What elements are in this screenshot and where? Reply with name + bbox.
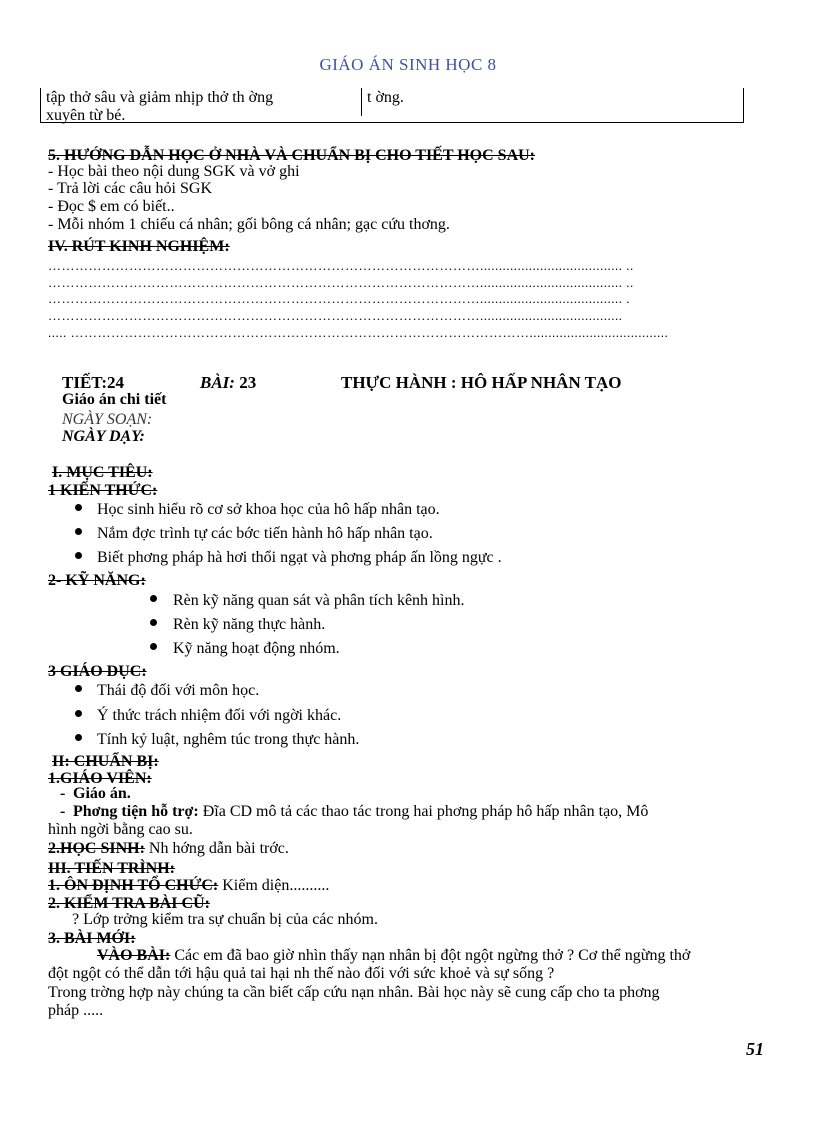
bullet-icon	[150, 595, 157, 602]
tiet-label: TIẾT:24	[62, 373, 125, 392]
ky-nang-heading: 2- KỸ NĂNG:	[48, 572, 146, 589]
vao-bai-line2: đột ngột có thể dẫn tới hậu quả tai hại nh thế nào đối với sức khoẻ và sự sống ?	[48, 965, 555, 982]
bullet-icon	[75, 685, 82, 692]
bai-number: 23	[234, 373, 257, 392]
kien-thuc-item-3: Biết phơng pháp hà hơi thổi ngạt và phơng pháp ấn lồng ngực .	[97, 549, 502, 566]
section5-item-2: - Trả lời các câu hỏi SGK	[48, 180, 212, 197]
bai-moi-heading: 3. BÀI MỚI:	[48, 930, 136, 947]
giao-an: Giáo án.	[73, 785, 131, 802]
giao-vien-heading: 1.GIÁO VIÊN:	[48, 770, 152, 787]
vao-bai-line3: Trong trờng hợp này chúng ta cần biết cấp cứu nạn nhân. Bài học này sẽ cung cấp cho ta phơng	[48, 984, 660, 1001]
section5-item-4: - Mỗi nhóm 1 chiếu cá nhân; gối bông cá nhân; gạc cứu thơng.	[48, 216, 450, 233]
section5-item-3: - Đọc $ em có biết..	[48, 198, 175, 215]
hoc-sinh-label: 2.HỌC SINH:	[48, 840, 145, 857]
kien-thuc-item-1: Học sinh hiểu rõ cơ sở khoa học của hô hấp nhân tạo.	[97, 501, 440, 518]
table-right-text: t ờng.	[367, 89, 404, 106]
table-left-line2: xuyên từ bé.	[46, 107, 126, 124]
hoc-sinh-line	[48, 840, 289, 858]
kiem-tra-text: ? Lớp trởng kiểm tra sự chuẩn bị của các nhóm.	[72, 911, 378, 928]
bullet-icon	[150, 643, 157, 650]
vao-bai-label: VÀO BÀI:	[97, 947, 171, 964]
table-left-line1: tập thở sâu và giảm nhịp thở th ờng	[46, 89, 274, 106]
phuong-tien-dash: -	[60, 803, 66, 820]
giao-an-dash: -	[60, 785, 66, 802]
on-dinh-line	[48, 877, 329, 895]
ky-nang-item-2: Rèn kỹ năng thực hành.	[173, 616, 326, 633]
tien-trinh-heading: III. TIẾN TRÌNH:	[48, 860, 176, 877]
dotted-line-1: ……………………………………………………………………………………...................................... ..	[48, 258, 634, 273]
giao-duc-item-3: Tính kỷ luật, nghêm túc trong thực hành.	[97, 731, 360, 748]
ngay-soan: NGÀY SOẠN:	[62, 411, 153, 428]
page-header-title: GIÁO ÁN SINH HỌC 8	[319, 55, 497, 74]
muc-tieu-heading: I. MỤC TIÊU:	[52, 464, 153, 481]
bullet-icon	[75, 504, 82, 511]
phuong-tien-label: Phơng tiện hỗ trợ:	[73, 803, 199, 820]
lesson-subtitle: Giáo án chi tiết	[62, 391, 167, 408]
bullet-icon	[75, 552, 82, 559]
section5-heading: 5. HƯỚNG DẪN HỌC Ở NHÀ VÀ CHUẨN BỊ CHO TIẾT HỌC SAU:	[48, 147, 536, 164]
bullet-icon	[150, 619, 157, 626]
section4-heading: IV. RÚT KINH NGHIỆM:	[48, 238, 230, 255]
bai-label	[200, 374, 256, 393]
giao-duc-item-2: Ý thức trách nhiệm đối với ngời khác.	[97, 707, 342, 724]
phuong-tien-text: Đĩa CD mô tả các thao tác trong hai phơng pháp hô hấp nhân tạo, Mô	[198, 803, 649, 820]
kiem-tra-heading: 2. KIỂM TRA BÀI CŨ:	[48, 895, 210, 912]
bullet-icon	[75, 734, 82, 741]
giao-duc-heading: 3 GIÁO DỤC:	[48, 663, 147, 680]
ngay-day: NGÀY DẠY:	[62, 428, 145, 445]
bai-label-text: BÀI:	[200, 373, 235, 392]
kien-thuc-heading: 1 KIẾN THỨC:	[48, 482, 158, 499]
page-number: 51	[746, 1039, 764, 1059]
table-divider	[361, 88, 362, 116]
dotted-line-3: ……………………………………………………………………………………...................................... .	[48, 291, 630, 306]
phuong-tien-line1	[73, 803, 648, 821]
vao-bai-line4: pháp .....	[48, 1002, 104, 1019]
on-dinh-text: Kiểm diện..........	[218, 877, 330, 894]
chuan-bi-heading: II: CHUẨN BỊ:	[52, 753, 159, 770]
hoc-sinh-text: Nh hớng dẫn bài trớc.	[144, 840, 289, 857]
dotted-line-2: ……………………………………………………………………………………...................................... ..	[48, 275, 634, 290]
kien-thuc-item-2: Nắm đợc trình tự các bớc tiến hành hô hấp nhân tạo.	[97, 525, 433, 542]
vao-bai-line1	[97, 947, 690, 965]
dotted-line-4: ……………………………………………………………………………………......................................	[48, 308, 623, 323]
bullet-icon	[75, 710, 82, 717]
lesson-title: THỰC HÀNH : HÔ HẤP NHÂN TẠO	[341, 373, 622, 392]
dotted-line-5: ..... ………………………………………………………………………………………….....................................	[48, 325, 669, 340]
vao-bai-text-1: Các em đã bao giờ nhìn thấy nạn nhân bị đột ngột ngừng thở ? Cơ thể ngừng thở	[170, 947, 691, 964]
on-dinh-label: 1. ÔN ĐỊNH TỔ CHỨC:	[48, 877, 219, 894]
ky-nang-item-3: Kỹ năng hoạt động nhóm.	[173, 640, 340, 657]
ky-nang-item-1: Rèn kỹ năng quan sát và phân tích kênh hình.	[173, 592, 465, 609]
giao-duc-item-1: Thái độ đối với môn học.	[97, 682, 260, 699]
bullet-icon	[75, 528, 82, 535]
section5-item-1: - Học bài theo nội dung SGK và vở ghi	[48, 163, 300, 180]
phuong-tien-line2: hình ngời bằng cao su.	[48, 821, 193, 838]
